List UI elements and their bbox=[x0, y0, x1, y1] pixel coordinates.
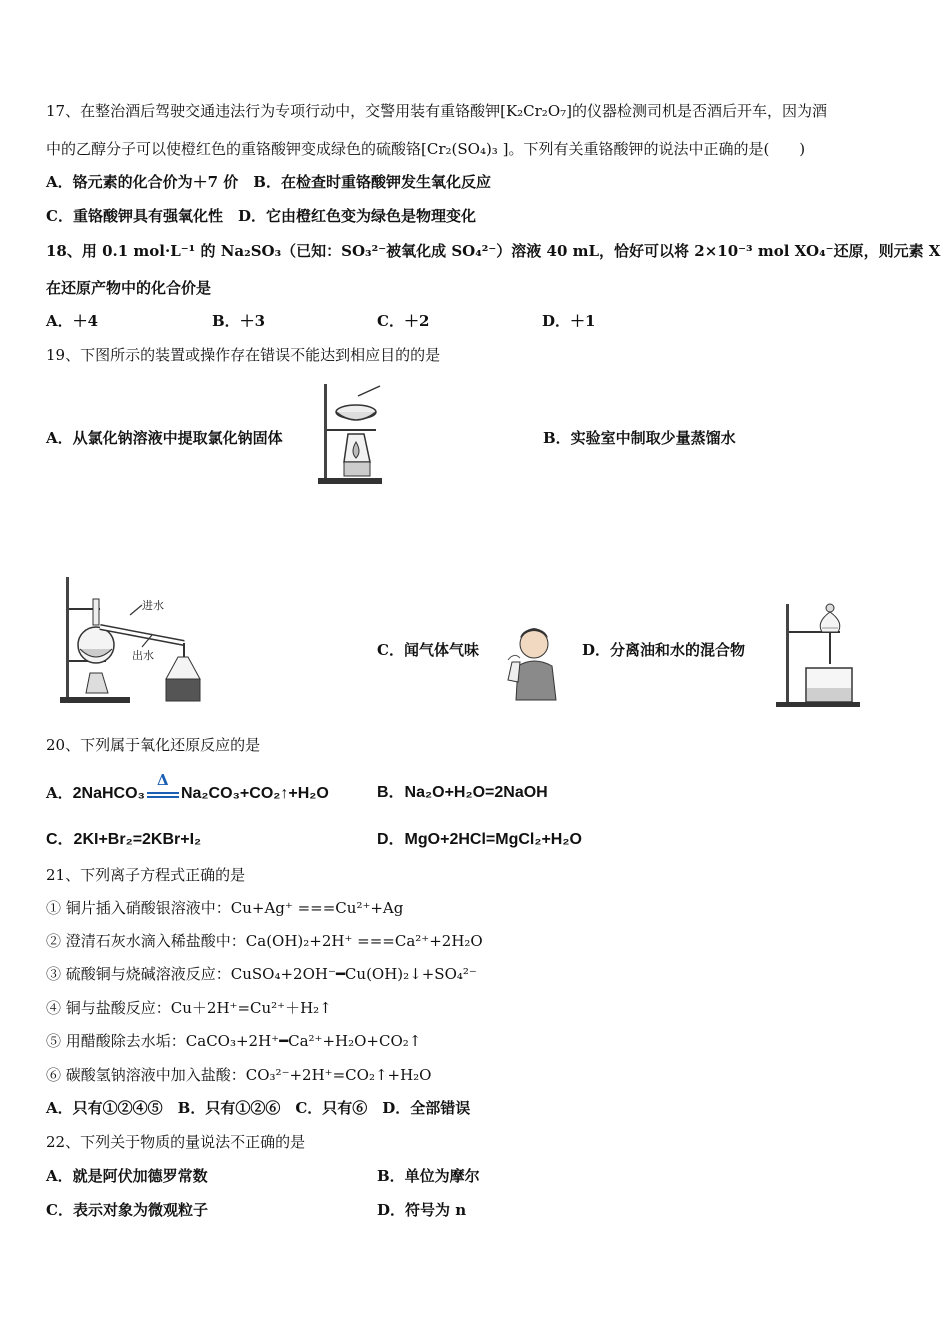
evaporation-apparatus-image bbox=[318, 382, 384, 486]
q20-stem: 20、下列属于氧化还原反应的是 bbox=[46, 736, 261, 754]
q21-item-2: ② 澄清石灰水滴入稀盐酸中：Ca(OH)₂+2H⁺ ===Ca²⁺+2H₂O bbox=[46, 932, 483, 950]
q19-option-c: C．闻气体气味 bbox=[377, 641, 479, 659]
inlet-water-label: 进水 bbox=[142, 599, 164, 612]
q18-option-b: B．＋3 bbox=[212, 312, 266, 330]
q18-option-c: C．＋2 bbox=[377, 312, 430, 330]
q17-stem-line2: 中的乙醇分子可以使橙红色的重铬酸钾变成绿色的硫酸铬[Cr₂(SO₄)₃ ]。下列有关重铬酸钾的说法中正确的是( ) bbox=[46, 140, 806, 158]
q20-option-c: C．2KI+Br₂=2KBr+I₂ bbox=[46, 831, 202, 848]
smelling-gas-image bbox=[490, 622, 570, 702]
q19-option-a: A．从氯化钠溶液中提取氯化钠固体 bbox=[46, 429, 283, 447]
q21-item-5: ⑤ 用醋酸除去水垢：CaCO₃+2H⁺━Ca²⁺+H₂O+CO₂↑ bbox=[46, 1032, 422, 1050]
q21-item-6: ⑥ 碳酸氢钠溶液中加入盐酸：CO₃²⁻+2H⁺=CO₂↑+H₂O bbox=[46, 1066, 432, 1084]
q21-item-3: ③ 硫酸铜与烧碱溶液反应：CuSO₄+2OH⁻━Cu(OH)₂↓+SO₄²⁻ bbox=[46, 965, 477, 983]
q21-item-4: ④ 铜与盐酸反应：Cu＋2H⁺=Cu²⁺＋H₂↑ bbox=[46, 999, 332, 1017]
q20-option-a-products: Na₂CO₃+CO₂↑+H₂O bbox=[180, 785, 329, 802]
q18-stem-line1: 18、用 0.1 mol·L⁻¹ 的 Na₂SO₃（已知：SO₃²⁻被氧化成 SO₄²⁻）溶液 40 mL，恰好可以将 2×10⁻³ mol XO₄⁻还原，则元素 X bbox=[46, 242, 941, 260]
q20-option-b: B．Na₂O+H₂O=2NaOH bbox=[377, 784, 548, 801]
q18-option-a: A．＋4 bbox=[46, 312, 99, 330]
q20-option-a-label: A． bbox=[46, 784, 73, 802]
separatory-funnel-image bbox=[772, 600, 864, 708]
q18-option-d: D．＋1 bbox=[542, 312, 596, 330]
q21-stem: 21、下列离子方程式正确的是 bbox=[46, 866, 246, 884]
q19-option-b: B．实验室中制取少量蒸馏水 bbox=[543, 429, 736, 447]
q21-item-1: ① 铜片插入硝酸银溶液中：Cu+Ag⁺ ===Cu²⁺+Ag bbox=[46, 899, 404, 917]
q22-option-c: C．表示对象为微观粒子 bbox=[46, 1201, 208, 1219]
q22-option-d: D．符号为 n bbox=[377, 1201, 467, 1219]
q21-options: A．只有①②④⑤ B．只有①②⑥ C．只有⑥ D．全部错误 bbox=[46, 1099, 471, 1117]
heating-condition-sign bbox=[147, 771, 179, 804]
q17-options-ab: A．铬元素的化合价为＋7 价 B．在检查时重铬酸钾发生氧化反应 bbox=[46, 173, 491, 191]
q22-option-b: B．单位为摩尔 bbox=[377, 1167, 480, 1185]
q18-stem-line2: 在还原产物中的化合价是 bbox=[46, 279, 212, 297]
q20-option-d: D．MgO+2HCl=MgCl₂+H₂O bbox=[377, 831, 582, 848]
distillation-apparatus-image bbox=[60, 575, 210, 705]
delta-symbol: Δ bbox=[156, 771, 169, 789]
q20-option-a bbox=[46, 771, 329, 804]
q17-options-cd: C．重铬酸钾具有强氧化性 D．它由橙红色变为绿色是物理变化 bbox=[46, 207, 476, 225]
q19-option-d: D．分离油和水的混合物 bbox=[582, 641, 746, 659]
q20-option-a-reactant: 2NaHCO₃ bbox=[72, 785, 145, 802]
q17-stem-line1: 17、在整治酒后驾驶交通违法行为专项行动中，交警用装有重铬酸钾[K₂Cr₂O₇]的仪器检测司机是否酒后开车，因为酒 bbox=[46, 102, 827, 120]
q22-option-a: A．就是阿伏加德罗常数 bbox=[46, 1167, 208, 1185]
q19-stem: 19、下图所示的装置或操作存在错误不能达到相应目的的是 bbox=[46, 346, 441, 364]
outlet-water-label: 出水 bbox=[132, 649, 154, 662]
q22-stem: 22、下列关于物质的量说法不正确的是 bbox=[46, 1133, 306, 1151]
